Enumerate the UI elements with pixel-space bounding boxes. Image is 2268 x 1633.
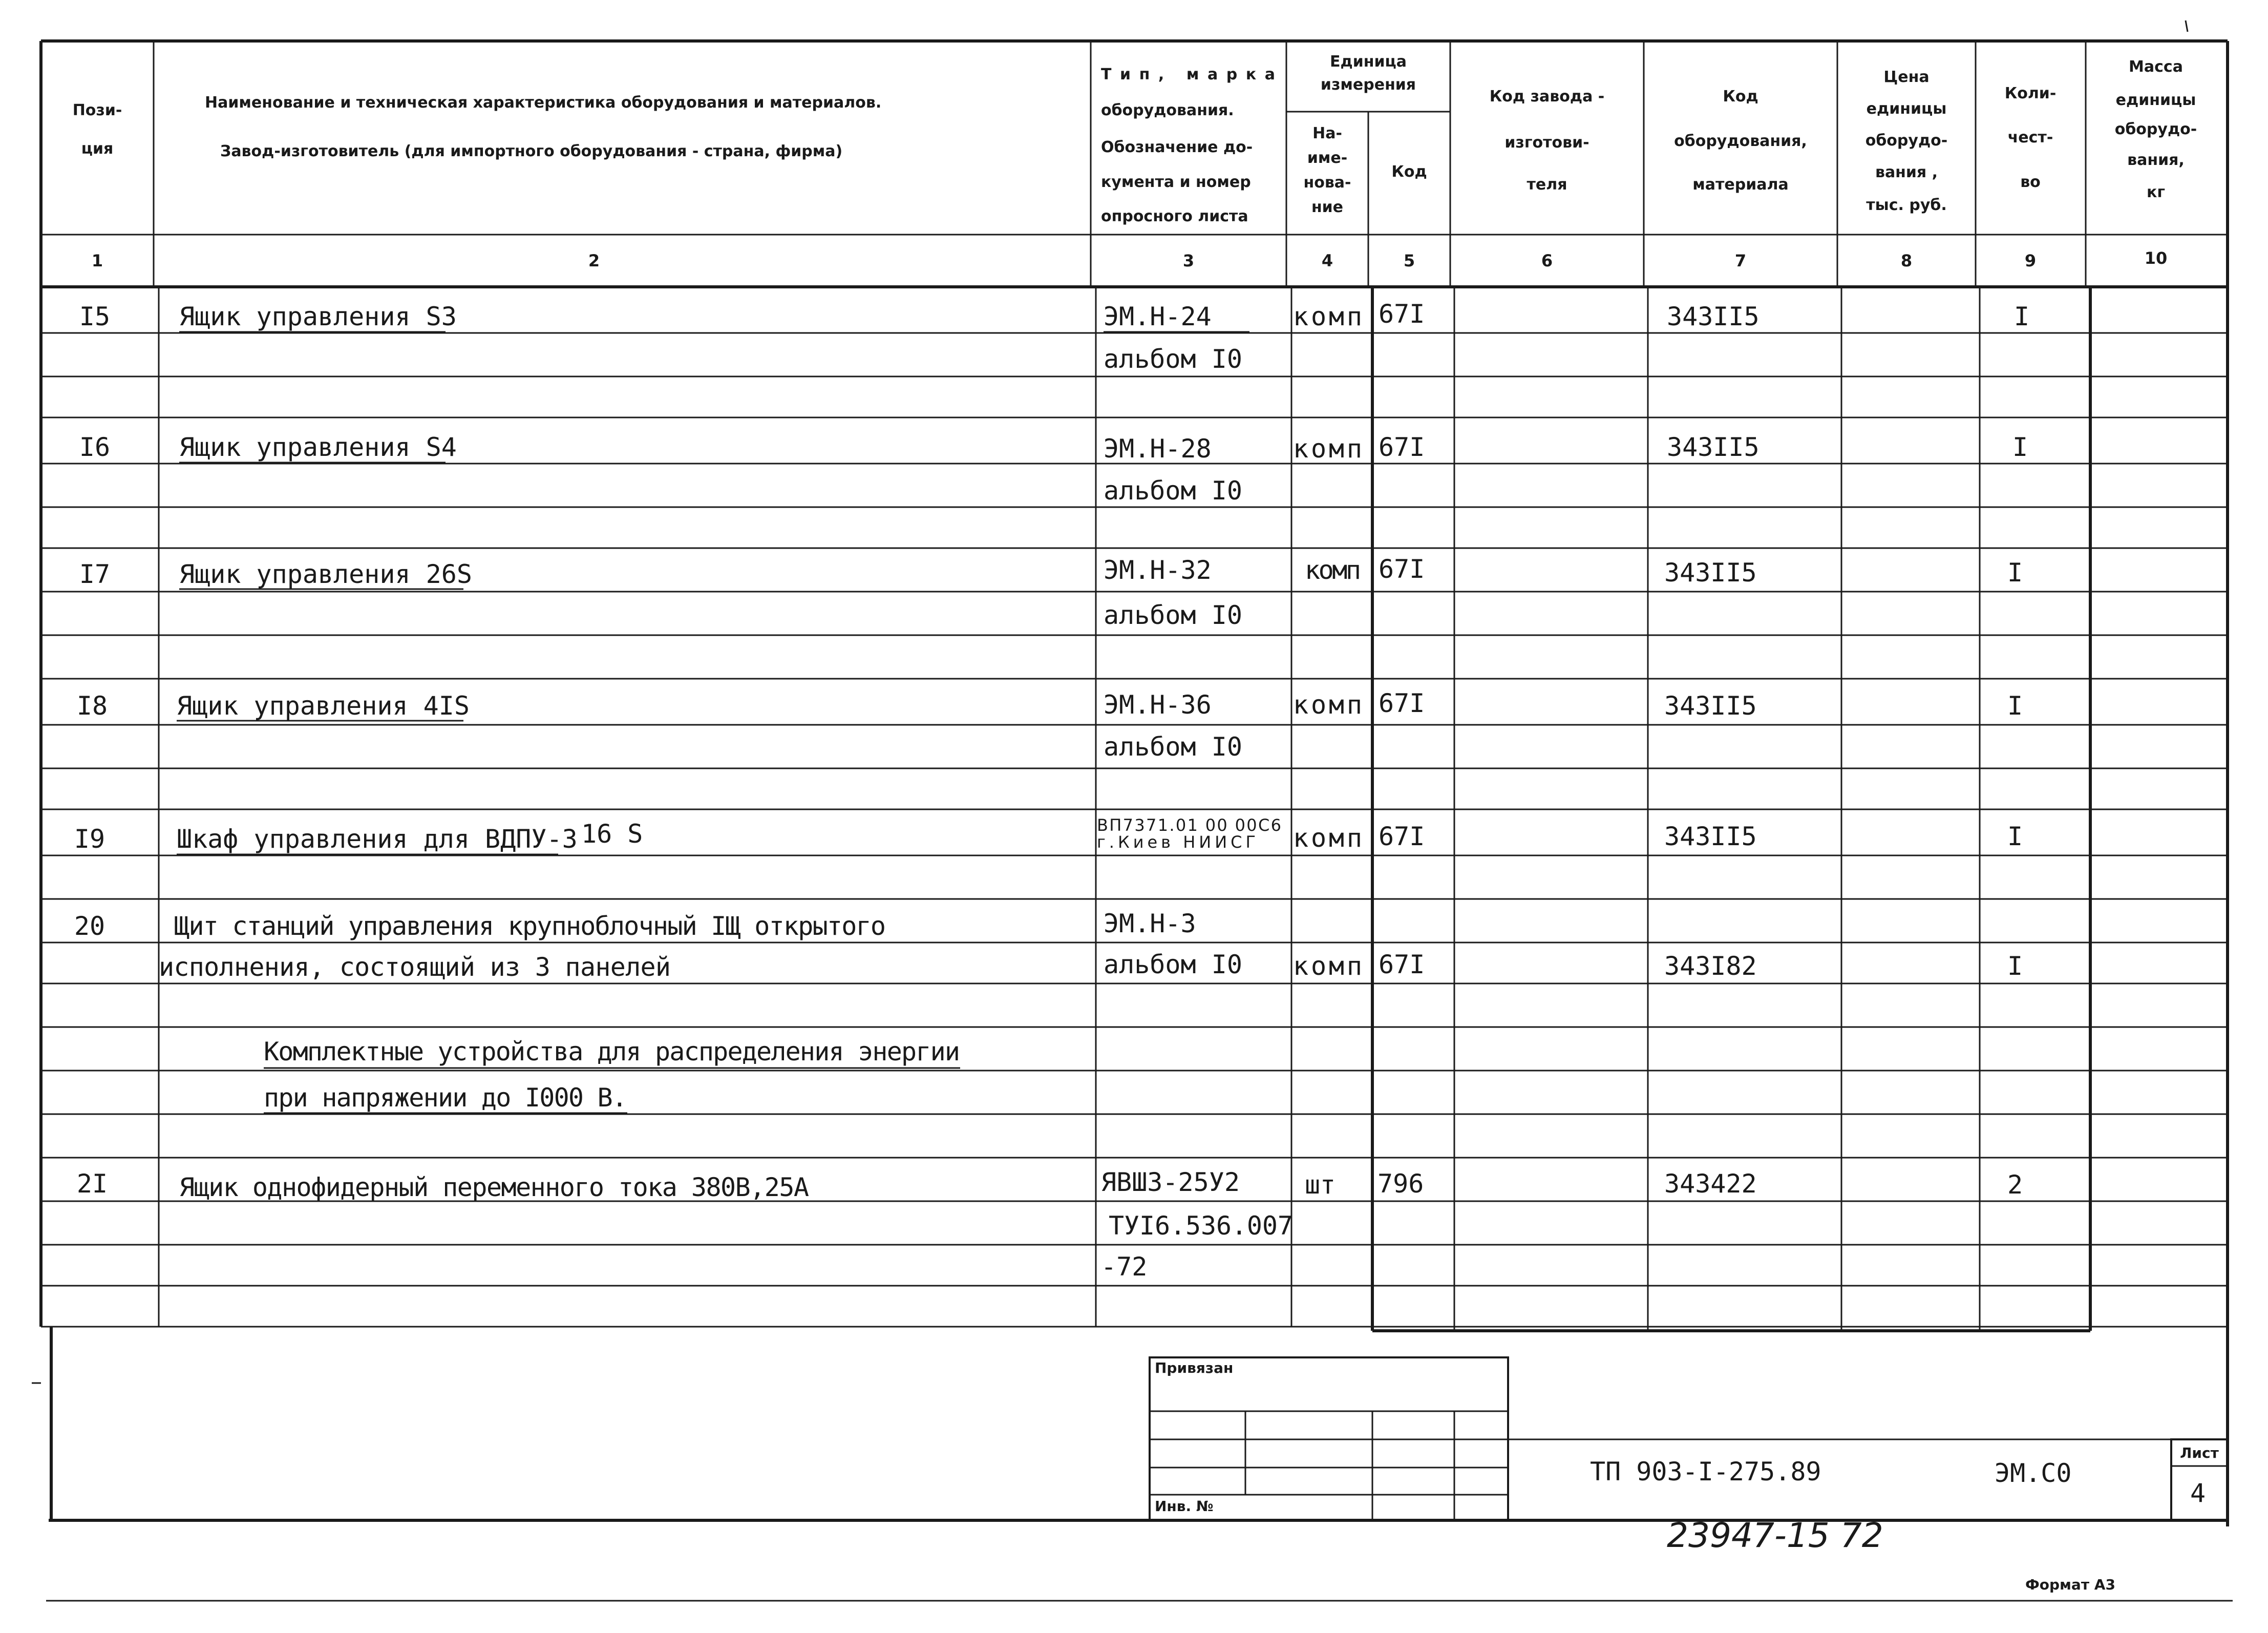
row-unit-code: 67I (1379, 554, 1425, 584)
stamp-format: Формат А3 (2025, 1576, 2115, 1593)
header-col10-line1: Масса (2129, 58, 2183, 76)
colnum-4: 4 (1321, 251, 1333, 270)
colnum-2: 2 (588, 251, 600, 270)
row-equipment-code: 343II5 (1667, 302, 1760, 331)
header-col7-line2: оборудования, (1674, 132, 1807, 150)
row-type-line3: -72 (1101, 1252, 1148, 1282)
row-name-line2: исполнения, состоящий из 3 панелей (159, 952, 671, 982)
row-position: I9 (74, 824, 105, 854)
row-type-line2: альбом I0 (1104, 344, 1242, 374)
row-position: I6 (79, 432, 111, 462)
row-equipment-code: 343II5 (1667, 432, 1760, 462)
header-col4-line3: нова- (1303, 174, 1351, 192)
table-row (79, 432, 2028, 506)
row-position: 20 (74, 911, 105, 941)
header-col4-line4: ние (1311, 198, 1344, 216)
header-col4-line1: На- (1312, 124, 1342, 142)
colnum-3: 3 (1182, 251, 1195, 270)
row-name: Щит станций управления крупноблочный IЩ открытого (174, 911, 886, 941)
title-block (46, 1327, 2233, 1601)
row-type-line2: альбом I0 (1104, 600, 1242, 630)
stamp-document-mark: ЭМ.С0 (1995, 1458, 2072, 1488)
row-name: Ящик управления S4 (179, 432, 457, 462)
row-position: I8 (76, 691, 108, 721)
colnum-7: 7 (1734, 251, 1747, 270)
row-unit-code: 67I (1379, 950, 1425, 979)
header-col6-line1: Код завода - (1489, 88, 1605, 106)
section-heading-line2: при напряжении до I000 В. (264, 1083, 627, 1113)
table-row (77, 1167, 2023, 1282)
header-unit-line1: Единица (1330, 53, 1407, 71)
header-col8-line2: единицы (1866, 100, 1947, 118)
row-type: ЭМ.Н-28 (1104, 434, 1212, 464)
row-type-line2: альбом I0 (1104, 950, 1242, 979)
header-col3-line3: Обозначение до- (1101, 138, 1253, 156)
header-col8-line4: вания , (1875, 163, 1938, 181)
header-col3-line2: оборудования. (1101, 101, 1234, 119)
row-type-line2: г.Киев НИИСГ (1097, 832, 1256, 852)
header-col9-line2: чест- (2007, 129, 2053, 146)
header-col3-line4: кумента и номер (1101, 173, 1251, 191)
colnum-10: 10 (2144, 248, 2168, 268)
row-unit: комп (1293, 302, 1362, 331)
row-unit-code: 67I (1379, 822, 1425, 851)
row-name: Ящик однофидерный переменного тока 380В,25А (179, 1173, 809, 1202)
stamp-archive-number: 23947-15 72 (1667, 1516, 1883, 1555)
row-name: Ящик управления S3 (179, 302, 457, 331)
row-unit: комп (1293, 823, 1362, 853)
header-col9-line1: Коли- (2004, 85, 2057, 102)
row-name-extra: 16 S (581, 819, 643, 849)
row-type: ЭМ.Н-32 (1104, 555, 1212, 585)
stamp-privyazan-label: Привязан (1155, 1359, 1234, 1376)
header-col9-line3: во (2020, 173, 2041, 191)
row-type: ВП7371.01 00 00С6 (1097, 815, 1281, 835)
row-unit: комп (1305, 555, 1361, 585)
header-col8-line1: Цена (1883, 68, 1930, 86)
table-row (74, 909, 2023, 982)
row-quantity: 2 (2007, 1170, 2023, 1200)
header-col10-line5: кг (2146, 183, 2166, 201)
row-quantity: I (2007, 691, 2023, 721)
header-col2-line2: Завод-изготовитель (для импортного оборудования - страна, фирма) (220, 142, 843, 160)
row-equipment-code: 343II5 (1664, 691, 1757, 721)
row-quantity: I (2007, 822, 2023, 851)
row-position: 2I (76, 1169, 108, 1199)
header-col3-line5: опросного листа (1101, 207, 1248, 225)
header-col10-line4: вания, (2127, 151, 2185, 169)
colnum-9: 9 (2024, 251, 2037, 270)
row-quantity: I (2007, 558, 2023, 588)
row-equipment-code: 343422 (1664, 1169, 1757, 1199)
row-unit: комп (1293, 951, 1362, 981)
row-unit-code: 67I (1379, 299, 1425, 329)
header-col6-line2: изготови- (1504, 134, 1589, 152)
row-quantity: I (2012, 432, 2028, 462)
row-equipment-code: 343II5 (1664, 822, 1757, 851)
header-col2-line1: Наименование и техническая характеристика оборудования и материалов. (205, 94, 882, 112)
header-col7-line3: материала (1692, 176, 1789, 194)
row-position: I5 (79, 302, 111, 331)
row-unit: шт (1305, 1170, 1336, 1200)
row-unit: комп (1293, 434, 1362, 464)
row-position: I7 (79, 559, 111, 589)
table-row (74, 815, 2023, 854)
stamp-sheet-number: 4 (2190, 1478, 2206, 1508)
table-row (79, 299, 2029, 374)
row-quantity: I (2013, 302, 2030, 331)
header-col1-line2: ция (81, 140, 114, 158)
header-col8-line5: тыс. руб. (1866, 196, 1947, 214)
row-name: Ящик управления 4IS (177, 691, 470, 721)
row-type: ЭМ.Н-36 (1104, 690, 1212, 720)
header-col5: Код (1391, 163, 1427, 181)
header-unit-line2: измерения (1320, 76, 1416, 94)
row-type: ЯВШЗ-25У2 (1101, 1167, 1240, 1197)
colnum-1: 1 (91, 251, 103, 270)
row-unit-code: 67I (1379, 432, 1425, 462)
stamp-document-number: ТП 903-I-275.89 (1590, 1457, 1821, 1487)
colnum-5: 5 (1403, 251, 1415, 270)
row-type: ЭМ.Н-3 (1104, 909, 1196, 938)
row-equipment-code: 343I82 (1664, 951, 1757, 981)
section-heading-line1: Комплектные устройства для распределения энергии (264, 1037, 960, 1066)
row-type-line2: альбом I0 (1104, 476, 1242, 506)
header-col10-line3: оборудо- (2114, 120, 2197, 138)
row-type: ЭМ.Н-24 (1104, 302, 1212, 331)
row-name: Шкаф управления для ВДПУ-3 (177, 824, 578, 854)
row-unit: комп (1293, 690, 1362, 720)
row-equipment-code: 343II5 (1664, 558, 1757, 588)
section-heading (264, 1037, 960, 1113)
header-col4-line2: име- (1307, 149, 1348, 167)
row-unit-code: 796 (1377, 1169, 1424, 1199)
row-name: Ящик управления 26S (179, 559, 472, 589)
header-col8-line3: оборудо- (1865, 132, 1948, 150)
row-unit-code: 67I (1379, 688, 1425, 718)
header-col10-line2: единицы (2115, 91, 2196, 109)
colnum-8: 8 (1900, 251, 1913, 270)
stamp-inv-label: Инв. № (1155, 1498, 1214, 1515)
table-header (73, 53, 2197, 270)
header-col7-line1: Код (1723, 88, 1758, 106)
header-col3-line1: Тип, марка (1101, 66, 1275, 83)
stamp-sheet-label: Лист (2180, 1444, 2219, 1461)
row-type-line2: ТУI6.536.007 (1109, 1211, 1293, 1241)
header-col6-line3: теля (1527, 176, 1567, 194)
table-grid (41, 41, 2228, 1526)
row-quantity: I (2007, 951, 2023, 981)
row-type-line2: альбом I0 (1104, 732, 1242, 762)
header-col1-line1: Пози- (72, 101, 122, 119)
colnum-6: 6 (1541, 251, 1553, 270)
